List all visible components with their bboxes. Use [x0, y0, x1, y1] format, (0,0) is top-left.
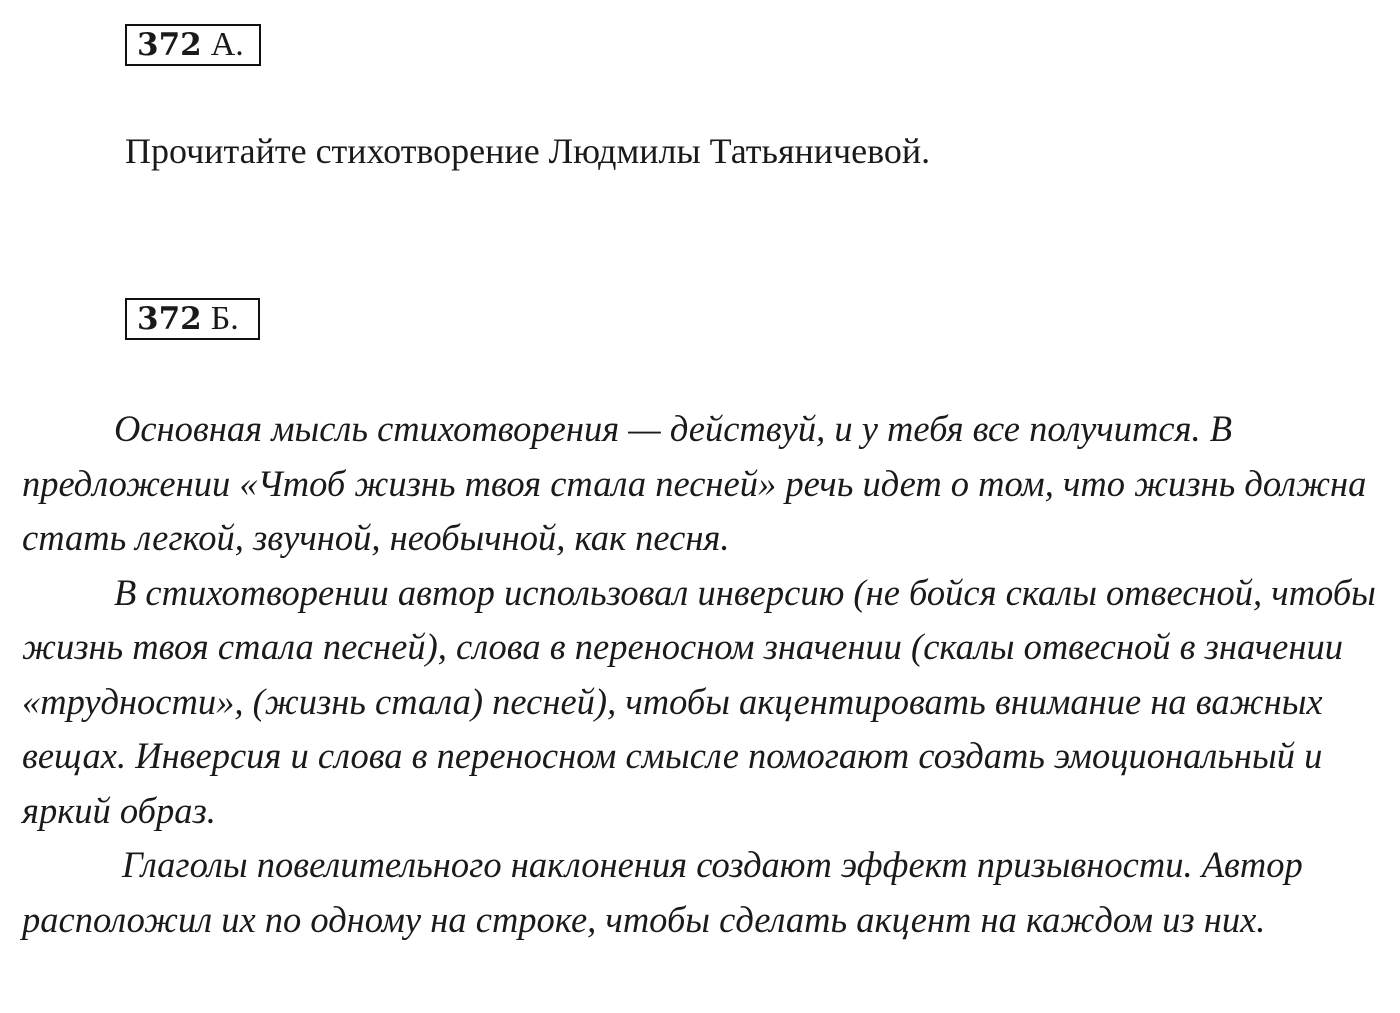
answer-paragraph: Глаголы повелительного наклонения создают эффект призывности. Автор расположил их по одному на строке, чтобы сделать акцент на каждом из них. [22, 844, 1303, 940]
exercise-letter: Б. [210, 300, 239, 337]
exercise-number: 372 [137, 300, 202, 337]
answer-paragraph: В стихотворении автор использовал инверсию (не бойся скалы отвесной, чтобы жизнь твоя стала песней), слова в переносном значении (скалы отвесной в значении «трудности», (жизнь стала) песней), чтобы акцентировать внимание на важных вещах. Инверсия и слова в переносном смысле помогают создать эмоциональный и яркий образ. [22, 571, 1376, 831]
exercise-number-box-a [125, 24, 261, 66]
exercise-instruction: Прочитайте стихотворение Людмилы Татьяничевой. [125, 131, 931, 171]
exercise-number: 372 [137, 26, 202, 63]
exercise-number-box-b [125, 298, 260, 340]
exercise-letter: А. [210, 26, 244, 63]
answer-paragraph: Основная мысль стихотворения — действуй, и у тебя все получится. В предложении «Чтоб жизнь твоя стала песней» речь идет о том, что жизнь должна стать легкой, звучной, необычной, как песня. [22, 408, 1367, 558]
answer-text [22, 402, 1387, 947]
